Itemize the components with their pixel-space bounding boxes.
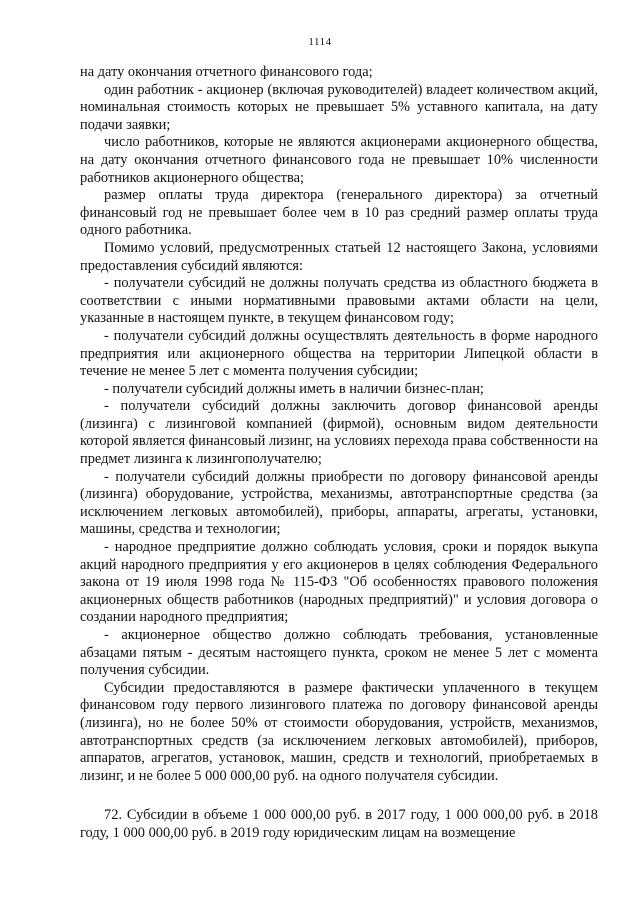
- paragraph-item-72: 72. Субсидии в объеме 1 000 000,00 руб. в 2017 году, 1 000 000,00 руб. в 2018 году, 1 000 000,00 руб. в 2019 году юридическим лицам на возмещение: [80, 807, 598, 841]
- paragraph-shareholder-limit: один работник - акционер (включая руководителей) владеет количеством акций, номинальная стоимость которых не превышает 5% уставного капитала, на дату подачи заявки;: [80, 81, 598, 133]
- list-item-share-buyback: - народное предприятие должно соблюдать условия, сроки и порядок выкупа акций народного предприятия у его акционеров в целях соблюдения Федерального закона от 19 июля 1998 года № 115-ФЗ "Об особенностях правового положения акционерных обществ работников (народных предприятий)" и условия договора о создании народного предприятия;: [80, 539, 598, 626]
- list-item-no-other-funds: - получатели субсидий не должны получать средства из областного бюджета в соответствии с иными нормативными правовыми актами области на цели, указанные в настоящем пункте, в текущем финансовом году;: [80, 275, 598, 327]
- list-item-activity-form: - получатели субсидий должны осуществлять деятельность в форме народного предприятия или акционерного общества на территории Липецкой области в течение не менее 5 лет с момента получения субсидии;: [80, 327, 598, 380]
- list-item-acquire-equipment: - получатели субсидий должны приобрести по договору финансовой аренды (лизинга) оборудование, устройства, механизмы, автотранспортные средства (за исключением легковых автомобилей), приборы, аппараты, агрегаты, установки, машины, средства и технологии;: [80, 468, 598, 538]
- paragraph-subsidy-amount: Субсидии предоставляются в размере фактически уплаченного в текущем финансовом году первого лизингового платежа по договору финансовой аренды (лизинга), но не более 50% от стоимости оборудования, устройств, механизмов, автотранспортных средств (за исключением легковых автомобилей), приборов, аппаратов, агрегатов, установок, машин, средств и технологий, приобретаемых в лизинг, и не более 5 000 000,00 руб. на одного получателя субсидии.: [80, 679, 598, 784]
- paragraph-non-shareholder-workers: число работников, которые не являются акционерами акционерного общества, на дату окончания отчетного финансового года не превышает 10% численности работников акционерного общества;: [80, 134, 598, 186]
- paragraph-conditions-intro: Помимо условий, предусмотренных статьей 12 настоящего Закона, условиями предоставления субсидий являются:: [80, 239, 598, 274]
- document-body: [80, 64, 598, 843]
- list-item-business-plan: - получатели субсидий должны иметь в наличии бизнес-план;: [104, 380, 484, 397]
- paragraph-fiscal-year-end: на дату окончания отчетного финансового года;: [80, 64, 373, 80]
- list-item-leasing-contract: - получатели субсидий должны заключить договор финансовой аренды (лизинга) с лизинговой компанией (фирмой), основным видом деятельности которой является финансовый лизинг, на условиях перехода права собственности на предмет лизинга к лизингополучателю;: [80, 398, 598, 468]
- list-item-requirements-term: - акционерное общество должно соблюдать требования, установленные абзацами пятым - десятым настоящего пункта, сроком не менее 5 лет с момента получения субсидии.: [80, 627, 598, 679]
- paragraph-director-salary: размер оплаты труда директора (генерального директора) за отчетный финансовый год не превышает более чем в 10 раз средний размер оплаты труда одного работника.: [80, 187, 598, 239]
- page-number: 1114: [308, 36, 332, 48]
